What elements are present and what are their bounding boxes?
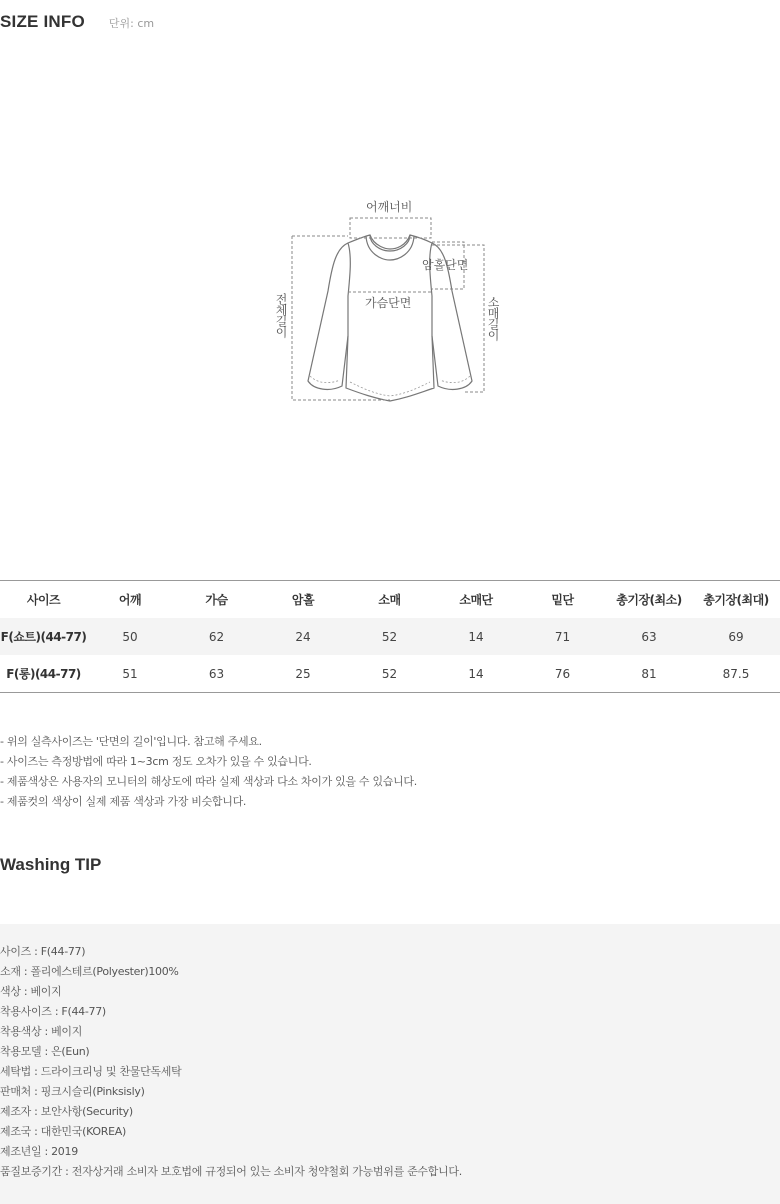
table-cell: 52 <box>346 618 433 655</box>
table-cell: 81 <box>606 655 692 693</box>
table-row <box>0 618 780 655</box>
sleeve-length-label: 소매길이 <box>486 296 500 340</box>
table-cell: F(쇼트)(44-77) <box>0 618 87 655</box>
product-info-line: 제조국 : 대한민국(KOREA) <box>0 1125 126 1138</box>
product-info-line: 색상 : 베이지 <box>0 985 62 998</box>
table-header-row <box>0 581 780 619</box>
product-info-line: 사이즈 : F(44-77) <box>0 945 86 958</box>
product-info-line: 제조자 : 보안사항(Security) <box>0 1105 133 1118</box>
product-info-line: 제조년일 : 2019 <box>0 1145 78 1158</box>
size-info-title: SIZE INFO <box>0 12 85 31</box>
table-row <box>0 655 780 693</box>
table-cell: 24 <box>260 618 346 655</box>
table-cell: F(롱)(44-77) <box>0 655 87 693</box>
table-cell: 51 <box>87 655 173 693</box>
table-cell: 63 <box>606 618 692 655</box>
table-cell: 14 <box>433 655 519 693</box>
table-header-cell: 소매단 <box>433 581 519 619</box>
table-cell: 76 <box>519 655 606 693</box>
product-info-line: 세탁법 : 드라이크리닝 및 찬물단독세탁 <box>0 1065 182 1078</box>
chest-label: 가슴단면 <box>365 296 412 310</box>
table-cell: 52 <box>346 655 433 693</box>
table-cell: 71 <box>519 618 606 655</box>
product-info-line: 착용모델 : 은(Eun) <box>0 1045 90 1058</box>
table-header-cell: 사이즈 <box>0 581 87 619</box>
armhole-label: 암홀단면 <box>422 258 469 272</box>
table-header-cell: 밑단 <box>519 581 606 619</box>
unit-label: 단위: cm <box>108 17 155 30</box>
table-cell: 14 <box>433 618 519 655</box>
shoulder-label: 어깨너비 <box>366 200 413 214</box>
product-info-line: 품질보증기간 : 전자상거래 소비자 보호법에 규정되어 있는 소비자 청약철회 가능범위를 준수합니다. <box>0 1165 462 1178</box>
table-cell: 69 <box>692 618 780 655</box>
size-info-header <box>0 12 154 36</box>
note-line: - 제품컷의 색상이 실제 제품 색상과 가장 비슷합니다. <box>0 795 247 808</box>
size-notes <box>0 732 417 812</box>
product-info-line: 소재 : 폴리에스테르(Polyester)100% <box>0 965 179 978</box>
table-cell: 50 <box>87 618 173 655</box>
table-header-cell: 소매 <box>346 581 433 619</box>
table-cell: 62 <box>173 618 260 655</box>
note-line: - 위의 실측사이즈는 '단면의 길이'입니다. 참고해 주세요. <box>0 735 262 748</box>
note-line: - 제품색상은 사용자의 모니터의 해상도에 따라 실제 색상과 다소 차이가 있을 수 있습니다. <box>0 775 417 788</box>
garment-size-diagram <box>266 196 506 410</box>
washing-tip-title: Washing TIP <box>0 855 102 874</box>
table-header-cell: 암홀 <box>260 581 346 619</box>
table-header-cell: 어깨 <box>87 581 173 619</box>
total-length-label: 전체길이 <box>274 293 288 337</box>
product-info-line: 착용색상 : 베이지 <box>0 1025 83 1038</box>
table-header-cell: 총기장(최소) <box>606 581 692 619</box>
product-info-line: 착용사이즈 : F(44-77) <box>0 1005 106 1018</box>
table-cell: 25 <box>260 655 346 693</box>
table-cell: 63 <box>173 655 260 693</box>
product-info-line: 판매처 : 핑크시슬리(Pinksisly) <box>0 1085 145 1098</box>
table-header-cell: 가슴 <box>173 581 260 619</box>
size-table <box>0 580 780 693</box>
table-cell: 87.5 <box>692 655 780 693</box>
note-line: - 사이즈는 측정방법에 따라 1~3cm 정도 오차가 있을 수 있습니다. <box>0 755 312 768</box>
table-header-cell: 총기장(최대) <box>692 581 780 619</box>
product-info-box <box>0 924 780 1204</box>
